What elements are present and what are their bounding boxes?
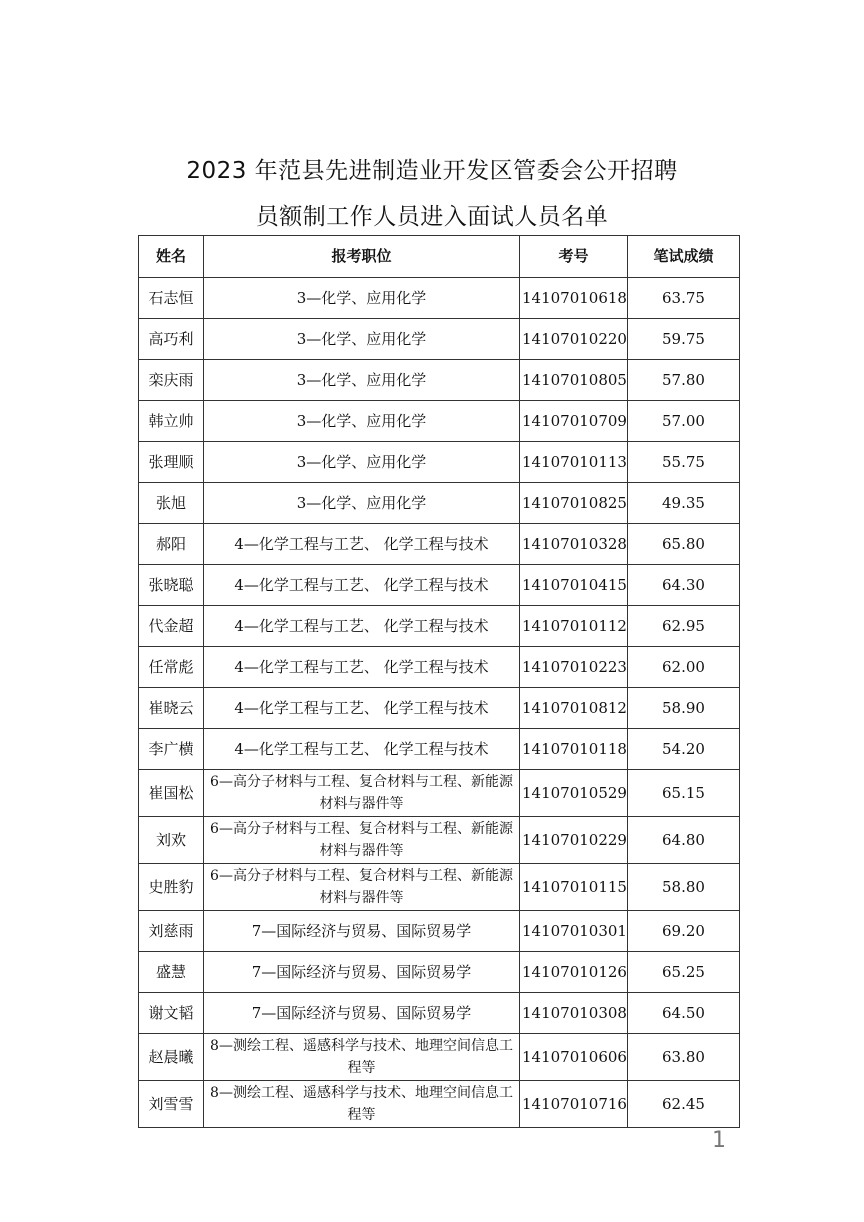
cell-score: 63.80: [628, 1034, 740, 1081]
cell-exam-no: 14107010301: [520, 911, 628, 952]
cell-exam-no: 14107010308: [520, 993, 628, 1034]
cell-score: 69.20: [628, 911, 740, 952]
cell-name: 张理顺: [139, 442, 204, 483]
cell-score: 55.75: [628, 442, 740, 483]
cell-score: 65.25: [628, 952, 740, 993]
table-row: [139, 401, 740, 442]
header-position: 报考职位: [204, 236, 520, 278]
table-row: [139, 565, 740, 606]
table-row: [139, 911, 740, 952]
cell-score: 57.00: [628, 401, 740, 442]
cell-exam-no: 14107010805: [520, 360, 628, 401]
cell-position: 3—化学、应用化学: [204, 278, 520, 319]
cell-position: 3—化学、应用化学: [204, 442, 520, 483]
cell-exam-no: 14107010118: [520, 729, 628, 770]
cell-score: 63.75: [628, 278, 740, 319]
cell-name: 刘欢: [139, 817, 204, 864]
cell-name: 李广横: [139, 729, 204, 770]
cell-exam-no: 14107010415: [520, 565, 628, 606]
cell-exam-no: 14107010115: [520, 864, 628, 911]
cell-position: 4—化学工程与工艺、 化学工程与技术: [204, 524, 520, 565]
cell-name: 谢文韬: [139, 993, 204, 1034]
page-title-line-2: 员额制工作人员进入面试人员名单: [255, 204, 609, 230]
table-row: [139, 770, 740, 817]
cell-score: 59.75: [628, 319, 740, 360]
cell-position: 4—化学工程与工艺、 化学工程与技术: [204, 688, 520, 729]
cell-position: 6—高分子材料与工程、复合材料与工程、新能源材料与器件等: [204, 770, 520, 817]
cell-position: 4—化学工程与工艺、 化学工程与技术: [204, 606, 520, 647]
cell-name: 史胜豹: [139, 864, 204, 911]
cell-exam-no: 14107010812: [520, 688, 628, 729]
cell-position: 4—化学工程与工艺、 化学工程与技术: [204, 729, 520, 770]
cell-score: 62.00: [628, 647, 740, 688]
cell-score: 49.35: [628, 483, 740, 524]
cell-name: 石志恒: [139, 278, 204, 319]
table-row: [139, 1034, 740, 1081]
table-row: [139, 319, 740, 360]
table-row: [139, 647, 740, 688]
cell-score: 62.45: [628, 1081, 740, 1128]
table-row: [139, 442, 740, 483]
cell-position: 3—化学、应用化学: [204, 319, 520, 360]
cell-exam-no: 14107010716: [520, 1081, 628, 1128]
cell-score: 64.30: [628, 565, 740, 606]
table-row: [139, 524, 740, 565]
cell-position: 6—高分子材料与工程、复合材料与工程、新能源材料与器件等: [204, 864, 520, 911]
table-row: [139, 688, 740, 729]
page-title-line-1: 2023 年范县先进制造业开发区管委会公开招聘: [186, 158, 678, 184]
cell-name: 张晓聪: [139, 565, 204, 606]
cell-score: 58.80: [628, 864, 740, 911]
cell-name: 韩立帅: [139, 401, 204, 442]
cell-name: 栾庆雨: [139, 360, 204, 401]
cell-position: 7—国际经济与贸易、国际贸易学: [204, 952, 520, 993]
cell-exam-no: 14107010709: [520, 401, 628, 442]
cell-exam-no: 14107010223: [520, 647, 628, 688]
header-exam-no: 考号: [520, 236, 628, 278]
cell-name: 崔晓云: [139, 688, 204, 729]
cell-exam-no: 14107010825: [520, 483, 628, 524]
cell-name: 赵晨曦: [139, 1034, 204, 1081]
header-name: 姓名: [139, 236, 204, 278]
cell-exam-no: 14107010618: [520, 278, 628, 319]
cell-score: 65.15: [628, 770, 740, 817]
table-row: [139, 1081, 740, 1128]
table-row: [139, 952, 740, 993]
table-row: [139, 483, 740, 524]
cell-position: 7—国际经济与贸易、国际贸易学: [204, 911, 520, 952]
cell-name: 高巧利: [139, 319, 204, 360]
table-row: [139, 278, 740, 319]
cell-name: 张旭: [139, 483, 204, 524]
table-row: [139, 993, 740, 1034]
cell-position: 6—高分子材料与工程、复合材料与工程、新能源材料与器件等: [204, 817, 520, 864]
cell-position: 3—化学、应用化学: [204, 401, 520, 442]
cell-name: 郝阳: [139, 524, 204, 565]
cell-exam-no: 14107010220: [520, 319, 628, 360]
table-row: [139, 729, 740, 770]
cell-score: 64.50: [628, 993, 740, 1034]
cell-name: 任常彪: [139, 647, 204, 688]
cell-name: 刘慈雨: [139, 911, 204, 952]
cell-exam-no: 14107010229: [520, 817, 628, 864]
page-number: 1: [712, 1128, 726, 1153]
table-header-row: [139, 236, 740, 278]
cell-position: 7—国际经济与贸易、国际贸易学: [204, 993, 520, 1034]
cell-score: 62.95: [628, 606, 740, 647]
table-row: [139, 864, 740, 911]
candidate-table: [138, 235, 740, 1128]
table-row: [139, 606, 740, 647]
cell-name: 刘雪雪: [139, 1081, 204, 1128]
cell-exam-no: 14107010328: [520, 524, 628, 565]
header-score: 笔试成绩: [628, 236, 740, 278]
cell-name: 盛慧: [139, 952, 204, 993]
cell-position: 8—测绘工程、遥感科学与技术、地理空间信息工程等: [204, 1081, 520, 1128]
cell-score: 65.80: [628, 524, 740, 565]
cell-exam-no: 14107010126: [520, 952, 628, 993]
cell-score: 54.20: [628, 729, 740, 770]
cell-score: 64.80: [628, 817, 740, 864]
table-row: [139, 817, 740, 864]
cell-exam-no: 14107010113: [520, 442, 628, 483]
cell-position: 8—测绘工程、遥感科学与技术、地理空间信息工程等: [204, 1034, 520, 1081]
cell-exam-no: 14107010606: [520, 1034, 628, 1081]
cell-position: 3—化学、应用化学: [204, 483, 520, 524]
cell-exam-no: 14107010529: [520, 770, 628, 817]
cell-name: 代金超: [139, 606, 204, 647]
cell-position: 4—化学工程与工艺、 化学工程与技术: [204, 565, 520, 606]
cell-name: 崔国松: [139, 770, 204, 817]
cell-position: 4—化学工程与工艺、 化学工程与技术: [204, 647, 520, 688]
cell-score: 57.80: [628, 360, 740, 401]
cell-score: 58.90: [628, 688, 740, 729]
cell-exam-no: 14107010112: [520, 606, 628, 647]
cell-position: 3—化学、应用化学: [204, 360, 520, 401]
table-row: [139, 360, 740, 401]
